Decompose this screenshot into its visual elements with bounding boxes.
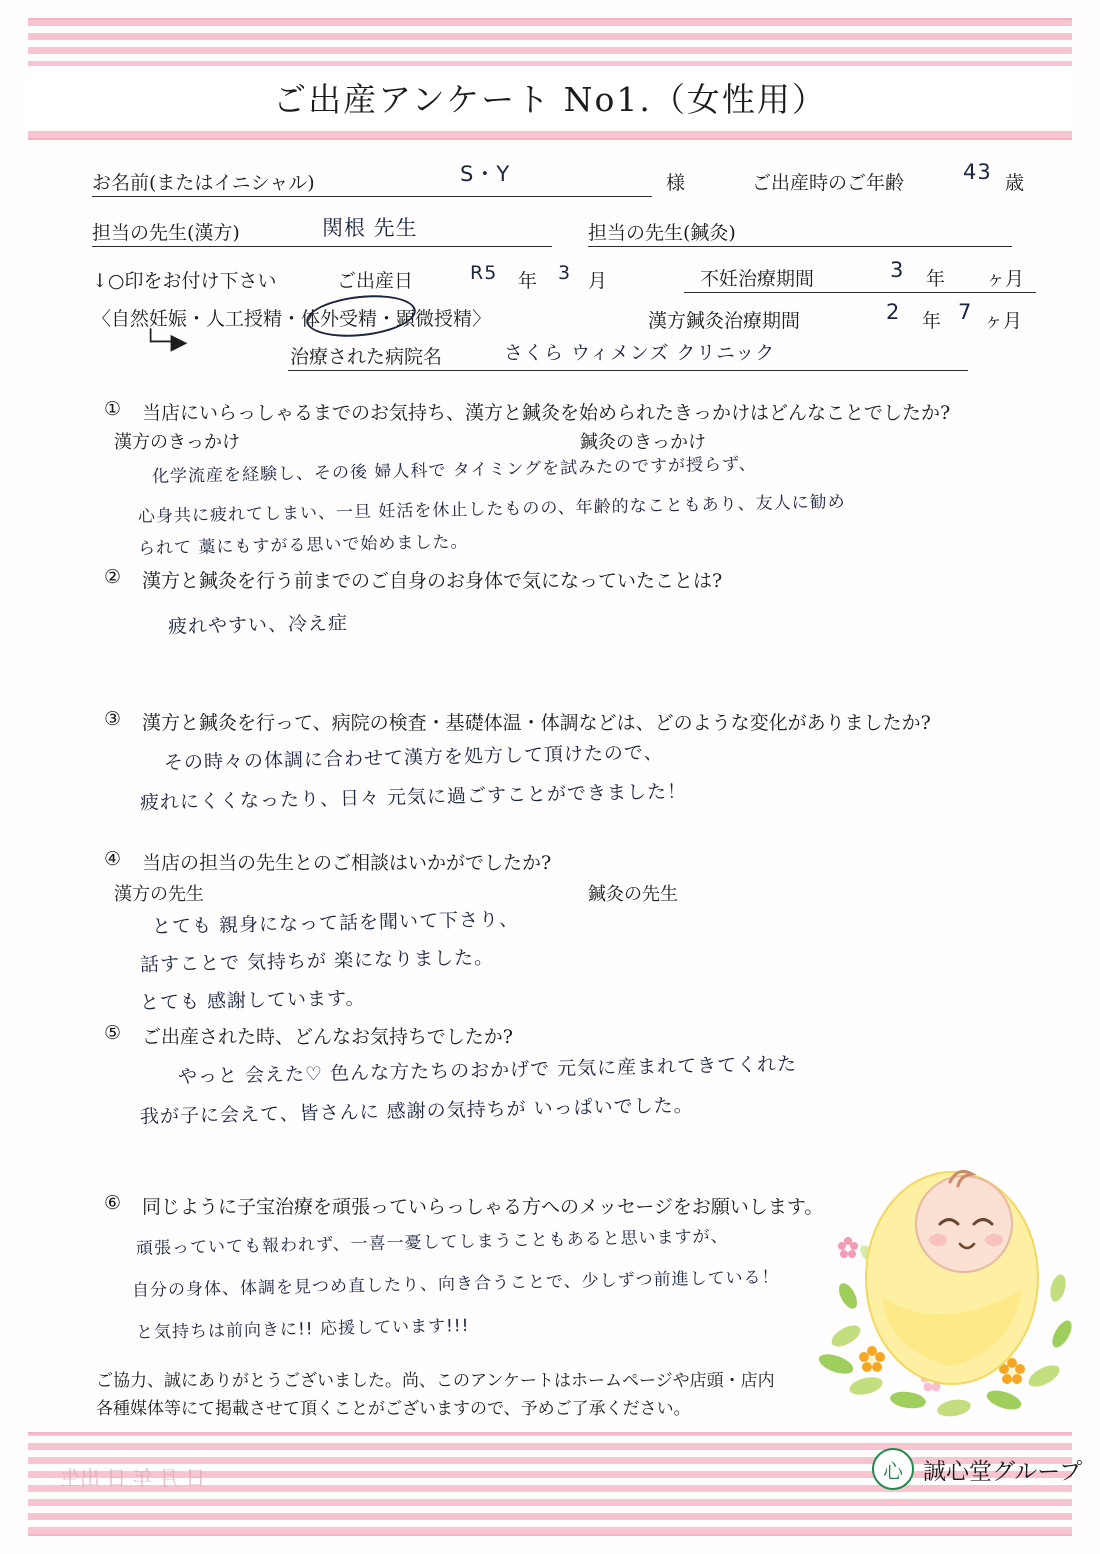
ghost-showthrough-text: 日 月 年 日 出生 bbox=[60, 1466, 206, 1490]
kampo-doctor-value: 関根 先生 bbox=[322, 216, 418, 240]
question-1-sublabel-kampo: 漢方のきっかけ bbox=[114, 432, 240, 453]
kampo-doctor-label: 担当の先生(漢方) bbox=[92, 222, 240, 244]
name-rule bbox=[92, 196, 652, 197]
kampo-period-years-unit: 年 bbox=[922, 310, 942, 332]
infertility-years-value: 3 bbox=[890, 258, 905, 282]
kampo-period-months-value: 7 bbox=[958, 300, 973, 324]
question-1-answer-line-2: 心身共に疲れてしまい、一旦 妊活を休止したものの、年齢的なこともあり、友人に勧め bbox=[137, 492, 846, 527]
question-2-text: 漢方と鍼灸を行う前までのご自身のお身体で気になっていたことは? bbox=[142, 570, 723, 592]
age-value: 43 bbox=[963, 160, 992, 184]
question-3-number: ③ bbox=[104, 708, 122, 730]
birth-era-value: R5 bbox=[470, 262, 498, 284]
name-value: S・Y bbox=[460, 162, 511, 186]
footer-logo-text: 誠心堂グループ bbox=[923, 1458, 1083, 1485]
infertility-rule bbox=[684, 292, 1036, 293]
infertility-years-unit: 年 bbox=[926, 268, 946, 290]
question-1-text: 当店にいらっしゃるまでのお気持ち、漢方と鍼灸を始められたきっかけはどんなことでしたか? bbox=[142, 402, 951, 424]
birth-year-unit: 年 bbox=[518, 270, 538, 292]
question-5-number: ⑤ bbox=[104, 1022, 122, 1044]
name-label: お名前(またはイニシャル) bbox=[92, 172, 315, 194]
methods-label: 〈自然妊娠・人工授精・体外受精・顕微授精〉 bbox=[92, 308, 492, 330]
kampo-period-years-value: 2 bbox=[886, 300, 901, 324]
selected-method-circle bbox=[304, 290, 418, 341]
circle-instruction: ↓○印をお付け下さい bbox=[92, 270, 277, 292]
title-plate bbox=[28, 66, 1072, 128]
question-1-answer-line-3: られて 藁にもすがる思いで始めました。 bbox=[137, 532, 469, 559]
question-3-answer-line-1: その時々の体調に合わせて漢方を処方して頂けたので、 bbox=[163, 741, 664, 774]
seishindo-logo-icon: 心 bbox=[872, 1448, 914, 1490]
hospital-rule bbox=[288, 370, 968, 371]
question-6-number: ⑥ bbox=[104, 1192, 122, 1214]
hospital-value: さくら ウィメンズ クリニック bbox=[504, 342, 776, 364]
question-4-answer-line-3: とても 感謝しています。 bbox=[139, 987, 366, 1014]
question-1-answer-line-1: 化学流産を経験し、その後 婦人科で タイミングを試みたのですが授らず、 bbox=[151, 454, 757, 487]
question-2-answer-line-1: 疲れやすい、冷え症 bbox=[167, 612, 349, 638]
question-4-sublabel-kampo: 漢方の先生 bbox=[114, 884, 204, 905]
question-6-answer-line-1: 頑張っていても報われず、一喜一憂してしまうこともあると思いますが、 bbox=[135, 1226, 729, 1259]
question-5-answer-line-1: やっと 会えた♡ 色んな方たちのおかげで 元気に産まれてきてくれた bbox=[177, 1053, 798, 1088]
question-1-sublabel-shinkyu: 鍼灸のきっかけ bbox=[580, 432, 706, 453]
footer-logo bbox=[872, 1448, 1082, 1490]
birth-month-value: 3 bbox=[558, 262, 572, 284]
question-4-number: ④ bbox=[104, 848, 122, 870]
question-4-text: 当店の担当の先生とのご相談はいかがでしたか? bbox=[142, 852, 552, 874]
question-1-number: ① bbox=[104, 398, 122, 420]
shinkyu-doctor-rule bbox=[588, 246, 1012, 247]
closing-line-2: 各種媒体等にて掲載させて頂くことがございますので、予めご了承ください。 bbox=[96, 1399, 691, 1419]
name-suffix: 様 bbox=[666, 172, 686, 194]
birth-month-unit: 月 bbox=[588, 270, 608, 292]
shinkyu-doctor-label: 担当の先生(鍼灸) bbox=[588, 222, 736, 244]
kampo-period-label: 漢方鍼灸治療期間 bbox=[648, 310, 801, 332]
birth-date-label: ご出産日 bbox=[337, 270, 414, 292]
hospital-label: 治療された病院名 bbox=[290, 346, 443, 368]
question-5-answer-line-2: 我が子に会えて、皆さんに 感謝の気持ちが いっぱいでした。 bbox=[139, 1094, 694, 1128]
closing-line-1: ご協力、誠にありがとうございました。尚、このアンケートはホームページや店頭・店内 bbox=[96, 1371, 775, 1391]
question-5-text: ご出産された時、どんなお気持ちでしたか? bbox=[142, 1026, 513, 1048]
question-6-text: 同じように子宝治療を頑張っていらっしゃる方へのメッセージをお願いします。 bbox=[142, 1196, 824, 1218]
question-6-answer-line-3: と気持ちは前向きに!! 応援しています!!! bbox=[135, 1316, 470, 1343]
page-title: ご出産アンケート No1.（女性用） bbox=[273, 79, 827, 119]
question-4-answer-line-2: 話すことで 気持ちが 楽になりました。 bbox=[139, 946, 495, 976]
question-4-answer-line-1: とても 親身になって話を聞いて下さり、 bbox=[151, 908, 520, 938]
question-6-answer-line-2: 自分の身体、体調を見つめ直したり、向き合うことで、少しずつ前進している！ bbox=[131, 1267, 780, 1301]
question-3-answer-line-2: 疲れにくくなったり、日々 元気に過ごすことができました！ bbox=[139, 780, 688, 814]
age-unit: 歳 bbox=[1005, 172, 1025, 194]
age-label: ご出産時のご年齢 bbox=[752, 172, 905, 194]
infertility-months-unit: ヶ月 bbox=[986, 268, 1025, 290]
kampo-period-months-unit: ヶ月 bbox=[984, 310, 1023, 332]
question-2-number: ② bbox=[104, 566, 122, 588]
infertility-period-label: 不妊治療期間 bbox=[700, 268, 815, 290]
question-3-text: 漢方と鍼灸を行って、病院の検査・基礎体温・体調などは、どのような変化がありましたか? bbox=[142, 712, 931, 734]
arrow-icon: └─▶ bbox=[144, 330, 188, 355]
kampo-doctor-rule bbox=[92, 246, 552, 247]
baby-illustration bbox=[812, 1128, 1080, 1428]
question-4-sublabel-shinkyu: 鍼灸の先生 bbox=[588, 884, 678, 905]
